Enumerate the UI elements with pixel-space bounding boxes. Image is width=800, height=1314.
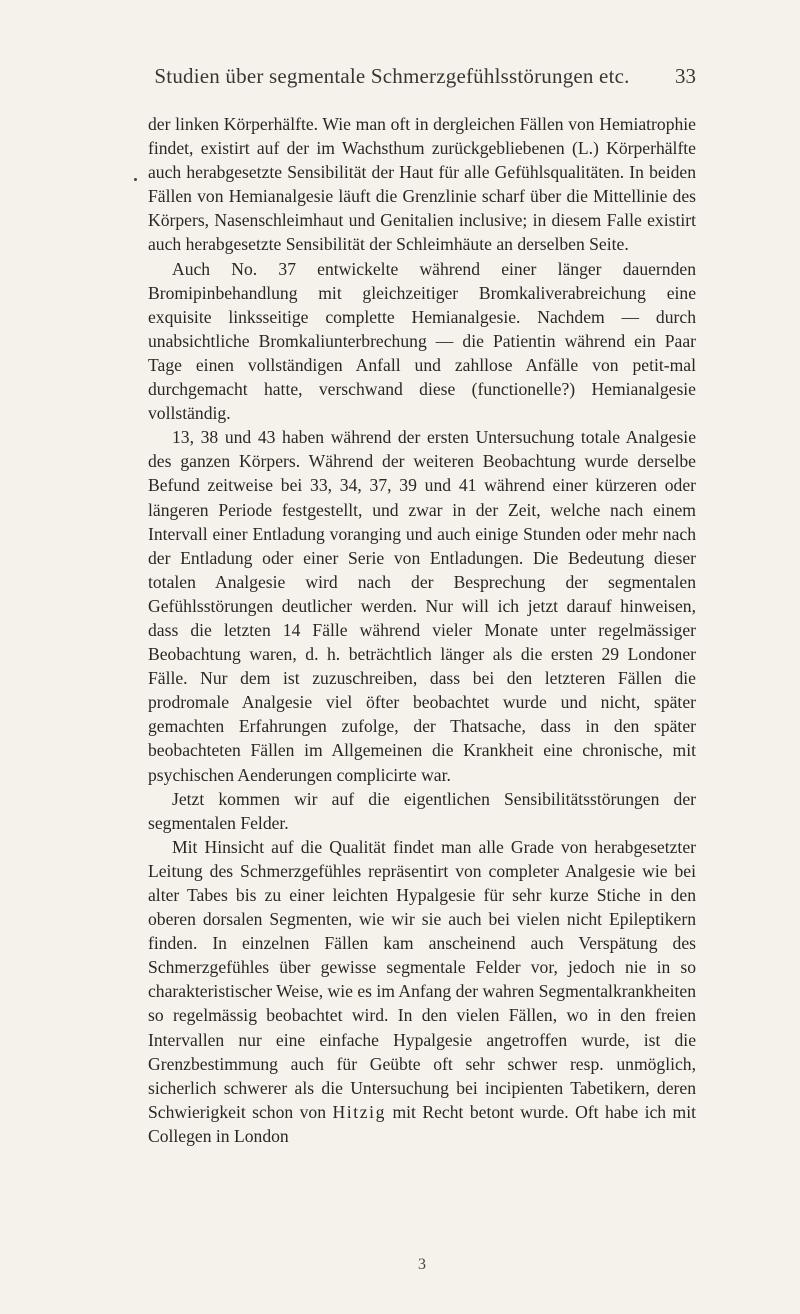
- text-run: mit Recht betont wurde. Oft habe ich mit Collegen in London: [148, 1101, 696, 1146]
- paragraph: [148, 425, 696, 786]
- page-header: [148, 64, 696, 94]
- text-run: der linken Körperhälfte. Wie man oft in dergleichen Fällen von Hemiatrophie findet, existirt auf der im Wachsthum zurückgebliebenen (L.) Körperhälfte auch herabgesetzte Sensibilität der Haut für alle Gefühlsqualitäten. In beiden Fällen von Hemianalgesie läuft die Grenzlinie scharf über die Mittellinie des Körpers, Nasenschleimhaut und Genitalien inclusive; in diesem Falle existirt auch herabgesetzte Sensibilität der Schleimhäute an derselben Seite.: [148, 114, 696, 255]
- paragraph: [148, 112, 696, 257]
- running-title: Studien über segmentale Schmerzgefühlsstörungen etc.: [154, 64, 630, 88]
- paragraph: [148, 787, 696, 835]
- text-run: 13, 38 und 43 haben während der ersten Untersuchung totale Analgesie des ganzen Körpers. Während der weiteren Beobachtung wurde derselbe Befund zeitweise bei 33, 34, 37, 39 und 41 während einer kürzeren oder längeren Periode festgestellt, und zwar in der Zeit, welche nach einem Intervall einer Entladung voranging und auch einige Stunden oder mehr nach der Entladung oder einer Serie von Entladungen. Die Bedeutung dieser totalen Analgesie wird nach der Besprechung der segmentalen Gefühlsstörungen deutlicher werden. Nur will ich jetzt darauf hinweisen, dass die letzten 14 Fälle während vieler Monate unter regelmässiger Beobachtung waren, d. h. beträchtlich länger als die ersten 29 Londoner Fälle. Nur dem ist zuzuschreiben, dass bei den letzteren Fällen die prodromale Analgesie viel öfter beobachtet wurde und nicht, später gemachten Erfahrungen zufolge, der Thatsache, dass in den später beobachteten Fällen im Allgemeinen die Krankheit eine chronische, mit psychischen Aenderungen complicirte war.: [148, 427, 696, 785]
- signature-mark: 3: [418, 1256, 426, 1273]
- author-name: Hitzig: [332, 1101, 387, 1122]
- text-run: Jetzt kommen wir auf die eigentlichen Sensibilitätsstörungen der segmentalen Felder.: [148, 788, 696, 833]
- paragraph: [148, 835, 696, 1148]
- body-text: [148, 112, 696, 1148]
- text-run: Auch No. 37 entwickelte während einer länger dauernden Bromipinbehandlung mit gleichzeitiger Bromkaliverabreichung eine exquisite linksseitige complette Hemianalgesie. Nachdem — durch unabsichtliche Bromkaliunterbrechung — die Patientin während ein Paar Tage einen vollständigen Anfall und zahllose Anfälle von petit-mal durchgemacht hatte, verschwand diese (functionelle?) Hemianalgesie vollständig.: [148, 258, 696, 424]
- paragraph: [148, 257, 696, 426]
- page-number: 33: [675, 64, 696, 88]
- margin-mark: [134, 178, 137, 181]
- text-run: Mit Hinsicht auf die Qualität findet man alle Grade von herabgesetzter Leitung des Schmerzgefühles repräsentirt von completer Analgesie wie bei alter Tabes bis zu einer leichten Hypalgesie für sehr kurze Stiche in den oberen dorsalen Segmenten, wie wir sie auch bei vielen nicht Epileptikern finden. In einzelnen Fällen kam anscheinend auch Verspätung des Schmerzgefühles über gewisse segmentale Felder vor, jedoch nie in so charakteristischer Weise, wie es im Anfang der wahren Segmentalkrankheiten so regelmässig beobachtet wird. In den vielen Fällen, wo in den freien Intervallen nur eine einfache Hypalgesie angetroffen wurde, ist die Grenzbestimmung auch für Geübte oft sehr schwer resp. unmöglich, sicherlich schwerer als die Untersuchung bei incipienten Tabetikern, deren Schwierigkeit schon von: [148, 836, 696, 1122]
